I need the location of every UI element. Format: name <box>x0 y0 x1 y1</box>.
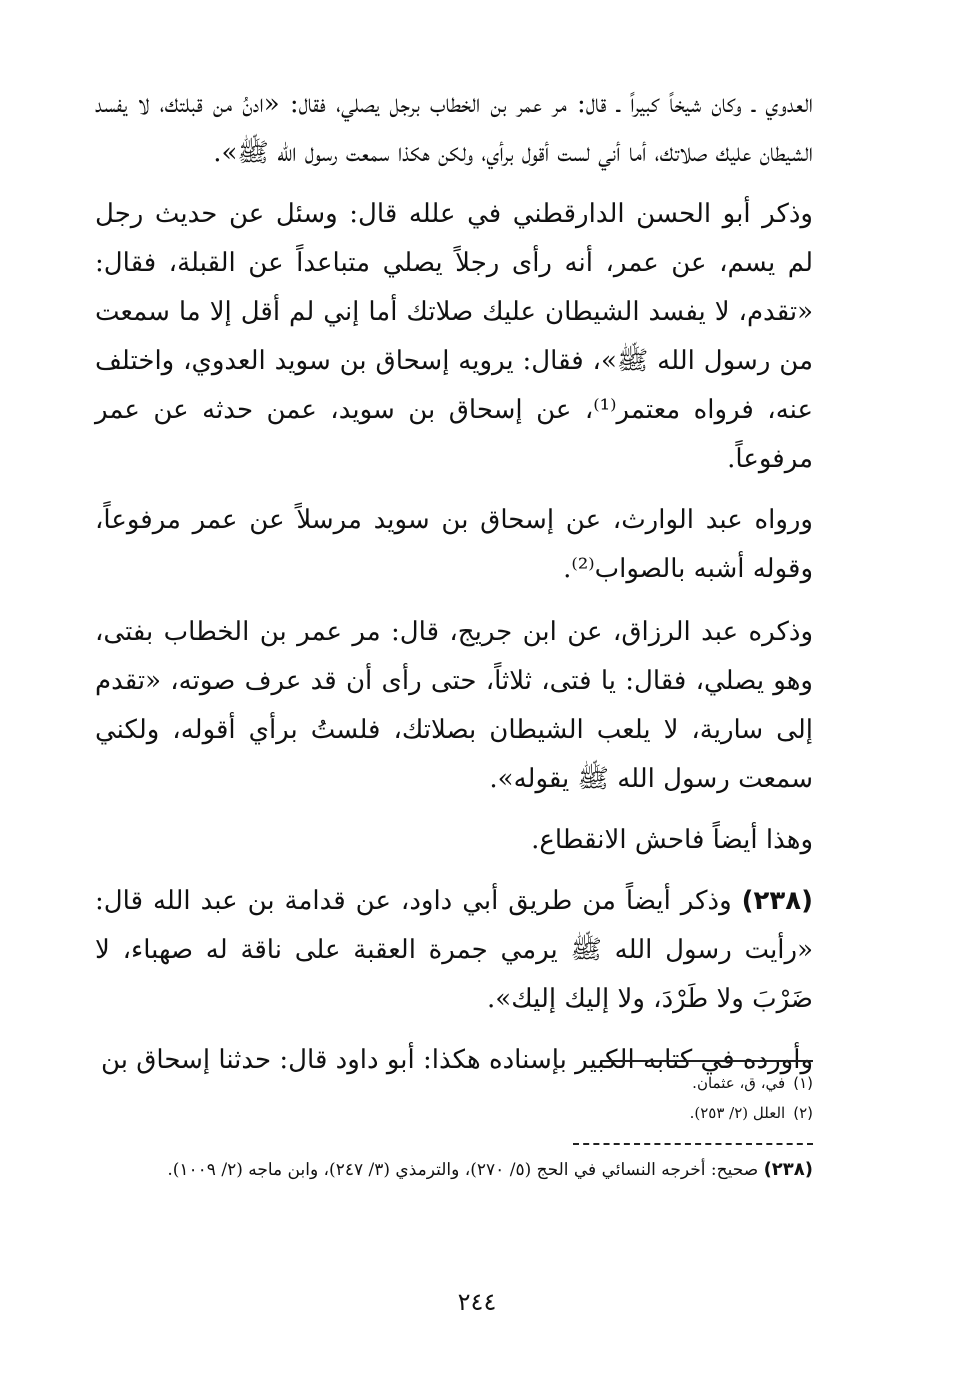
paragraph-4: وذكره عبد الرزاق، عن ابن جريج، قال: مر عمر بن الخطاب بفتى، وهو يصلي، فقال: يا فتى، ثلاثاً، حتى رأى أن قد عرف صوته، «تقدم إلى سارية، لا يلعب الشيطان بصلاتك، فلستُ برأي أقوله، ولكني سمعت رسول الله ﷺ يقوله». <box>95 617 813 794</box>
takhrij-number: (٢٣٨) <box>763 1159 813 1180</box>
footnote-2 <box>95 1098 813 1128</box>
footnote-1 <box>95 1068 813 1098</box>
takhrij-note <box>95 1153 813 1187</box>
entry-238 <box>95 877 813 1024</box>
paragraph-2: وذكر أبو الحسن الدارقطني في علله قال: وسئل عن حديث رجل لم يسم، عن عمر، أنه رأى رجلاً يصلي متباعداً عن القبلة، فقال: «تقدم، لا يفسد الشيطان عليك صلاتك أما إني لم أقل إلا ما سمعت من رسول الله ﷺ»، فقال: يرويه إسحاق بن سويد العدوي، واختلف عنه، فرواه معتمر⁽¹⁾، عن إسحاق بن سويد، عمن حدثه عن عمر مرفوعاً. <box>95 199 813 474</box>
paragraph-5: وهذا أيضاً فاحش الانقطاع. <box>531 825 813 855</box>
entry-238-number: (٢٣٨) <box>741 886 813 916</box>
main-text <box>95 80 813 1085</box>
footnote-1-text: في، ق، عثمان. <box>692 1074 786 1092</box>
entry-238-text: وذكر أيضاً من طريق أبي داود، عن قدامة بن عبد الله قال: «رأيت رسول الله ﷺ يرمي جمرة العقبة على ناقة له صهباء، لا ضَرْبَ ولا طَرْدَ، ولا إليك إليك». <box>95 886 813 1014</box>
footnote-1-mark: (١) <box>793 1074 813 1092</box>
paragraph-3: ورواه عبد الوارث، عن إسحاق بن سويد مرسلاً عن عمر مرفوعاً، وقوله أشبه بالصواب⁽²⁾. <box>95 505 813 584</box>
footnote-2-mark: (٢) <box>793 1104 813 1122</box>
page-number: ٢٤٤ <box>457 1288 497 1316</box>
footnote-2-text: العلل (٢/ ٢٥٣). <box>689 1104 786 1122</box>
takhrij-divider <box>573 1143 813 1145</box>
takhrij-text: صحيح: أخرجه النسائي في الحج (٥/ ٢٧٠)، والترمذي (٣/ ٢٤٧)، وابن ماجه (٢/ ١٠٠٩). <box>167 1160 759 1180</box>
paragraph-1: العدوي ـ وكان شيخاً كبيراً ـ قال: مر عمر بن الخطاب برجل يصلي، فقال: «ادنُ من قبلتك، لا يفسد الشيطان عليك صلاتك، أما أني لست أقول برأي، ولكن هكذا سمعت رسول الله ﷺ». <box>95 89 813 168</box>
paragraph-last: وأورده في كتابه الكبير بإسناده هكذا: أبو داود قال: حدثنا إسحاق بن <box>100 1045 813 1075</box>
footnotes <box>95 1068 813 1128</box>
footnote-divider <box>601 1060 813 1062</box>
